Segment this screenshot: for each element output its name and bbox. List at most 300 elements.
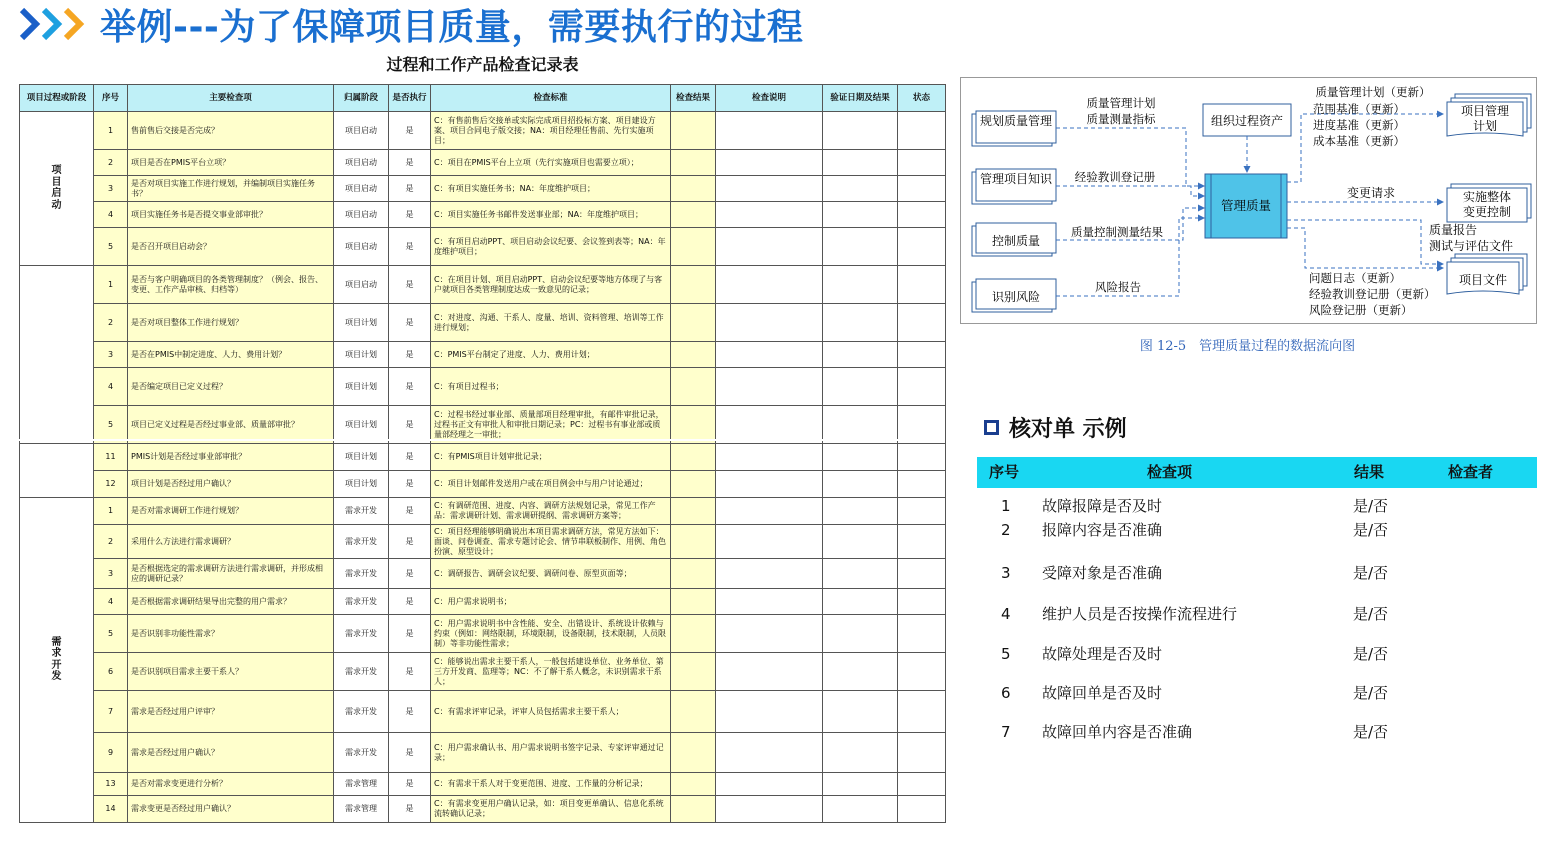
out-docs-label: 项目文件	[1458, 273, 1508, 287]
flow-label-quality-plan: 质量管理计划	[1086, 96, 1156, 110]
phase-cell: 项目计划	[334, 406, 389, 444]
status-cell	[898, 228, 946, 266]
stage-cell	[20, 112, 94, 266]
checklist-row	[977, 721, 1537, 743]
executed-cell: 是	[389, 444, 431, 471]
verify-cell	[823, 653, 898, 691]
phase-cell: 项目计划	[334, 471, 389, 498]
checklist-row	[977, 682, 1537, 704]
note-cell	[716, 176, 823, 202]
result-cell	[671, 691, 716, 733]
stage-label: 需求开发	[51, 636, 62, 682]
check-item: 是否根据需求调研结果导出完整的用户需求？	[128, 589, 334, 615]
table-row	[20, 773, 946, 796]
checklist-item: 维护人员是否按操作流程进行	[1042, 605, 1238, 623]
result-cell	[671, 176, 716, 202]
verify-cell	[823, 559, 898, 589]
criteria-cell: C：有项目启动PPT、项目启动会议纪要、会议签到表等；NA：年度维护项目；	[431, 228, 671, 266]
executed-cell: 是	[389, 202, 431, 228]
result-cell	[671, 773, 716, 796]
table-header-row	[20, 85, 946, 112]
checklist-no: 7	[1001, 723, 1011, 741]
note-cell	[716, 228, 823, 266]
flow-label-qc-measurements: 质量控制测量结果	[1071, 225, 1163, 239]
verify-cell	[823, 589, 898, 615]
verify-cell	[823, 406, 898, 444]
verify-cell	[823, 304, 898, 342]
row-number: 6	[94, 653, 128, 691]
check-item: 是否对项目实施工作进行规划，并编制项目实施任务书？	[128, 176, 334, 202]
phase-cell: 项目启动	[334, 228, 389, 266]
manage-quality-data-flow-diagram	[960, 77, 1537, 324]
phase-cell: 需求开发	[334, 559, 389, 589]
row-number: 4	[94, 368, 128, 406]
row-number: 1	[94, 112, 128, 150]
result-cell	[671, 368, 716, 406]
executed-cell: 是	[389, 304, 431, 342]
status-cell	[898, 202, 946, 228]
note-cell	[716, 525, 823, 559]
status-cell	[898, 589, 946, 615]
executed-cell: 是	[389, 796, 431, 823]
check-item: 项目已定义过程是否经过事业部、质量部审批？	[128, 406, 334, 444]
check-item: 是否与客户明确项目的各类管理制度？（例会、报告、变更、工作产品审核、归档等）	[128, 266, 334, 304]
checklist-no: 3	[1001, 564, 1011, 582]
phase-cell: 项目启动	[334, 112, 389, 150]
input-label-3: 识别风险	[991, 290, 1041, 304]
stage-label: 项目启动	[51, 165, 62, 211]
out-label-change-request: 变更请求	[1346, 186, 1396, 200]
stage-cell	[20, 498, 94, 823]
result-cell	[671, 615, 716, 653]
check-item: 项目计划是否经过用户确认？	[128, 471, 334, 498]
diagram-caption: 图 12-5 管理质量过程的数据流向图	[1139, 339, 1356, 354]
result-cell	[671, 406, 716, 444]
status-cell	[898, 368, 946, 406]
checklist-row	[977, 643, 1537, 665]
verify-cell	[823, 796, 898, 823]
verify-cell	[823, 691, 898, 733]
out-label-quality-report: 质量报告	[1428, 223, 1478, 237]
table-row	[20, 691, 946, 733]
checklist-result: 是/否	[1353, 605, 1389, 623]
check-item: 是否根据选定的需求调研方法进行需求调研，并形成相应的调研记录？	[128, 559, 334, 589]
result-cell	[671, 525, 716, 559]
note-cell	[716, 444, 823, 471]
phase-cell: 项目计划	[334, 444, 389, 471]
checklist-heading	[984, 412, 1127, 443]
table-row	[20, 733, 946, 773]
flow-label-lessons: 经验教训登记册	[1074, 170, 1156, 184]
criteria-cell: C：有项目过程书；	[431, 368, 671, 406]
criteria-cell: C：项目经理能够明确说出本项目需求调研方法，常见方法如下：面谈、问卷调查、需求专题讨论会、情节串联板制作、用例、角色扮演、原型设计；	[431, 525, 671, 559]
check-item: 项目是否在PMIS平台立项？	[128, 150, 334, 176]
table-row	[20, 266, 946, 304]
executed-cell: 是	[389, 615, 431, 653]
doc-update-risk-register: 风险登记册（更新）	[1309, 303, 1413, 317]
phase-cell: 需求管理	[334, 796, 389, 823]
out-plan-label-line1: 项目管理	[1460, 104, 1510, 118]
phase-cell: 需求开发	[334, 615, 389, 653]
criteria-cell: C：能够说出需求主要干系人，一般包括建设单位、业务单位、第三方开发商、监理等；NC：不了解干系人概念，未识别需求干系人；	[431, 653, 671, 691]
result-cell	[671, 228, 716, 266]
executed-cell: 是	[389, 559, 431, 589]
input-label-2: 控制质量	[991, 234, 1041, 248]
check-item: 是否对需求调研工作进行规划？	[128, 498, 334, 525]
table-row	[20, 471, 946, 498]
criteria-cell: C：有调研范围、进度、内容、调研方法规划记录，常见工作产品：需求调研计划、需求调研提纲、需求调研方案等；	[431, 498, 671, 525]
result-cell	[671, 796, 716, 823]
check-item: 是否对需求变更进行分析？	[128, 773, 334, 796]
status-cell	[898, 150, 946, 176]
checklist-result: 是/否	[1353, 684, 1389, 702]
input-box-control-quality	[972, 223, 1056, 256]
executed-cell: 是	[389, 342, 431, 368]
data-flow-svg	[961, 78, 1536, 323]
checklist-result: 是/否	[1353, 497, 1389, 515]
status-cell	[898, 653, 946, 691]
criteria-cell: C：有项目实施任务书；NA：年度维护项目；	[431, 176, 671, 202]
verify-cell	[823, 733, 898, 773]
org-process-assets-box	[1203, 104, 1291, 136]
table-row	[20, 653, 946, 691]
table-row	[20, 228, 946, 266]
phase-cell: 需求开发	[334, 733, 389, 773]
phase-cell: 项目计划	[334, 368, 389, 406]
status-cell	[898, 176, 946, 202]
phase-cell: 项目启动	[334, 202, 389, 228]
result-cell	[671, 304, 716, 342]
checklist-no: 5	[1001, 645, 1011, 663]
result-cell	[671, 559, 716, 589]
note-cell	[716, 796, 823, 823]
table-row	[20, 498, 946, 525]
verify-cell	[823, 150, 898, 176]
row-number: 11	[94, 444, 128, 471]
result-cell	[671, 471, 716, 498]
verify-cell	[823, 342, 898, 368]
row-number: 12	[94, 471, 128, 498]
status-cell	[898, 733, 946, 773]
stage-cell	[20, 444, 94, 498]
executed-cell: 是	[389, 773, 431, 796]
status-cell	[898, 471, 946, 498]
verify-cell	[823, 202, 898, 228]
executed-cell: 是	[389, 150, 431, 176]
table-header-cell: 归属阶段	[334, 85, 389, 112]
flow-label-quality-metrics: 质量测量指标	[1086, 112, 1156, 126]
check-item: 需求变更是否经过用户确认？	[128, 796, 334, 823]
phase-cell: 需求开发	[334, 691, 389, 733]
criteria-cell: C：PMIS平台制定了进度、人力、费用计划；	[431, 342, 671, 368]
note-cell	[716, 406, 823, 444]
verify-cell	[823, 525, 898, 559]
status-cell	[898, 498, 946, 525]
note-cell	[716, 691, 823, 733]
status-cell	[898, 773, 946, 796]
result-cell	[671, 653, 716, 691]
table-header-cell: 检查结果	[671, 85, 716, 112]
checklist-result: 是/否	[1353, 564, 1389, 582]
verify-cell	[823, 176, 898, 202]
checklist-header-no: 序号	[989, 463, 1020, 481]
executed-cell: 是	[389, 733, 431, 773]
phase-cell: 项目启动	[334, 266, 389, 304]
note-cell	[716, 498, 823, 525]
out-change-line2: 变更控制	[1462, 205, 1512, 219]
checklist-row	[977, 519, 1537, 541]
result-cell	[671, 589, 716, 615]
row-number: 2	[94, 525, 128, 559]
slide-header	[18, 2, 803, 46]
result-cell	[671, 733, 716, 773]
table-row	[20, 559, 946, 589]
status-cell	[898, 691, 946, 733]
executed-cell: 是	[389, 653, 431, 691]
checklist-row	[977, 495, 1537, 517]
checklist-item: 故障报障是否及时	[1042, 497, 1163, 515]
table-row	[20, 444, 946, 471]
row-number: 3	[94, 342, 128, 368]
doc-update-issue-log: 问题日志（更新）	[1309, 271, 1401, 285]
table-header-cell: 检查标准	[431, 85, 671, 112]
note-cell	[716, 559, 823, 589]
check-item: PMIS计划是否经过事业部审批？	[128, 444, 334, 471]
verify-cell	[823, 444, 898, 471]
input-label-1: 管理项目知识	[979, 172, 1053, 186]
project-documents-doc	[1447, 254, 1527, 294]
phase-cell: 需求开发	[334, 653, 389, 691]
checklist-header-item: 检查项	[1147, 463, 1193, 481]
executed-cell: 是	[389, 266, 431, 304]
row-number: 4	[94, 589, 128, 615]
table-row	[20, 112, 946, 150]
table-row	[20, 615, 946, 653]
criteria-cell: C：对进度、沟通、干系人、度量、培训、资料管理、培训等工作进行规划；	[431, 304, 671, 342]
status-cell	[898, 406, 946, 444]
check-item: 项目实施任务书是否提交事业部审批？	[128, 202, 334, 228]
phase-cell: 项目启动	[334, 150, 389, 176]
status-cell	[898, 525, 946, 559]
status-cell	[898, 304, 946, 342]
row-number: 7	[94, 691, 128, 733]
table-row	[20, 304, 946, 342]
checklist-heading-text: 核对单 示例	[1009, 417, 1127, 442]
out-label-schedule-baseline: 进度基准（更新）	[1313, 118, 1405, 132]
executed-cell: 是	[389, 368, 431, 406]
verify-cell	[823, 773, 898, 796]
row-number: 5	[94, 406, 128, 444]
verify-cell	[823, 368, 898, 406]
out-label-test-docs: 测试与评估文件	[1428, 239, 1514, 253]
criteria-cell: C：有售前售后交接单或实际完成项目招投标方案、项目建设方案、项目合同电子版交接；NA：项目经理任售前、先行实施项目；	[431, 112, 671, 150]
table-header-cell: 序号	[94, 85, 128, 112]
executed-cell: 是	[389, 498, 431, 525]
note-cell	[716, 773, 823, 796]
verify-cell	[823, 266, 898, 304]
input-label-0: 规划质量管理	[979, 114, 1053, 128]
integrated-change-control-box	[1447, 184, 1531, 222]
note-cell	[716, 202, 823, 228]
criteria-cell: C：用户需求确认书、用户需求说明书签字记录、专家评审通过记录；	[431, 733, 671, 773]
input-box-identify-risks	[972, 279, 1056, 312]
executed-cell: 是	[389, 112, 431, 150]
stage-cell	[20, 266, 94, 444]
row-number: 14	[94, 796, 128, 823]
note-cell	[716, 589, 823, 615]
row-number: 3	[94, 176, 128, 202]
result-cell	[671, 112, 716, 150]
criteria-cell: C：用户需求说明书；	[431, 589, 671, 615]
check-item: 是否编定项目已定义过程？	[128, 368, 334, 406]
triple-chevron-icon	[18, 4, 98, 44]
checklist-item: 故障处理是否及时	[1042, 645, 1163, 663]
inspection-record-table	[19, 84, 946, 823]
row-number: 4	[94, 202, 128, 228]
check-item: 是否对项目整体工作进行规划？	[128, 304, 334, 342]
note-cell	[716, 653, 823, 691]
phase-cell: 需求开发	[334, 525, 389, 559]
org-assets-label: 组织过程资产	[1210, 114, 1284, 128]
result-cell	[671, 444, 716, 471]
checklist-header-row	[977, 457, 1537, 488]
note-cell	[716, 471, 823, 498]
table-header-cell: 主要检查项	[128, 85, 334, 112]
check-item: 是否召开项目启动会？	[128, 228, 334, 266]
table-row	[20, 202, 946, 228]
center-process-label: 管理质量	[1220, 198, 1272, 213]
phase-cell: 项目启动	[334, 176, 389, 202]
table-row	[20, 150, 946, 176]
status-cell	[898, 444, 946, 471]
out-label-scope-baseline: 范围基准（更新）	[1313, 102, 1405, 116]
table-title: 过程和工作产品检查记录表	[386, 55, 579, 74]
table-split-gap	[19, 439, 945, 441]
result-cell	[671, 498, 716, 525]
phase-cell: 需求管理	[334, 773, 389, 796]
note-cell	[716, 733, 823, 773]
verify-cell	[823, 615, 898, 653]
checklist-no: 6	[1001, 684, 1011, 702]
flow-label-risk-report: 风险报告	[1095, 280, 1141, 294]
criteria-cell: C：有需求变更用户确认记录，如：项目变更单确认、信息化系统流转确认记录；	[431, 796, 671, 823]
checklist-item: 报障内容是否准确	[1042, 521, 1163, 539]
input-box-plan-quality	[972, 111, 1056, 146]
note-cell	[716, 342, 823, 368]
table-row	[20, 176, 946, 202]
checklist-result: 是/否	[1353, 723, 1389, 741]
checklist-item: 故障回单是否及时	[1042, 684, 1163, 702]
criteria-cell: C：项目实施任务书邮件发送事业部；NA：年度维护项目；	[431, 202, 671, 228]
check-item: 需求是否经过用户确认？	[128, 733, 334, 773]
executed-cell: 是	[389, 228, 431, 266]
criteria-cell: C：有需求干系人对于变更范围、进度、工作量的分析记录；	[431, 773, 671, 796]
phase-cell: 需求开发	[334, 498, 389, 525]
row-number: 5	[94, 615, 128, 653]
table-row	[20, 368, 946, 406]
status-cell	[898, 796, 946, 823]
checklist-item: 故障回单内容是否准确	[1042, 723, 1193, 741]
checklist-row	[977, 603, 1537, 625]
row-number: 1	[94, 266, 128, 304]
note-cell	[716, 266, 823, 304]
checklist-no: 1	[1001, 497, 1011, 515]
verify-cell	[823, 228, 898, 266]
slide-title: 举例---为了保障项目质量，需要执行的过程	[100, 6, 804, 48]
status-cell	[898, 266, 946, 304]
square-bullet-icon	[984, 420, 999, 435]
criteria-cell: C：项目计划邮件发送用户或在项目例会中与用户讨论通过；	[431, 471, 671, 498]
table-header-cell: 状态	[898, 85, 946, 112]
result-cell	[671, 266, 716, 304]
checklist-row	[977, 562, 1537, 584]
executed-cell: 是	[389, 525, 431, 559]
checklist-no: 4	[1001, 605, 1011, 623]
table-header-cell: 项目过程或阶段	[20, 85, 94, 112]
check-item: 售前售后交接是否完成？	[128, 112, 334, 150]
executed-cell: 是	[389, 471, 431, 498]
check-item: 采用什么方法进行需求调研？	[128, 525, 334, 559]
checklist-result: 是/否	[1353, 521, 1389, 539]
row-number: 9	[94, 733, 128, 773]
manage-quality-process-box	[1205, 174, 1287, 238]
criteria-cell: C：在项目计划、项目启动PPT、启动会议纪要等地方体现了与客户就项目各类管理制度达成一致意见的记录；	[431, 266, 671, 304]
row-number: 3	[94, 559, 128, 589]
check-item: 是否识别项目需求主要干系人？	[128, 653, 334, 691]
status-cell	[898, 559, 946, 589]
result-cell	[671, 342, 716, 368]
row-number: 2	[94, 304, 128, 342]
checklist-header-checker: 检查者	[1448, 463, 1494, 481]
table-header-cell: 检查说明	[716, 85, 823, 112]
project-plan-doc	[1447, 94, 1531, 136]
verify-cell	[823, 498, 898, 525]
out-change-line1: 实施整体	[1462, 190, 1512, 204]
criteria-cell: C：有PMIS项目计划审批记录；	[431, 444, 671, 471]
row-number: 1	[94, 498, 128, 525]
criteria-cell: C：过程书经过事业部、质量部项目经理审批，有邮件审批记录，过程书正文有审批人和审批日期记录；PC：过程书有事业部或质量部经理之一审批；	[431, 406, 671, 444]
check-item: 是否在PMIS中制定进度、人力、费用计划？	[128, 342, 334, 368]
check-item: 需求是否经过用户评审？	[128, 691, 334, 733]
note-cell	[716, 304, 823, 342]
phase-cell: 需求开发	[334, 589, 389, 615]
table-row	[20, 589, 946, 615]
table-header-cell: 是否执行	[389, 85, 431, 112]
row-number: 13	[94, 773, 128, 796]
result-cell	[671, 202, 716, 228]
criteria-cell: C：项目在PMIS平台上立项（先行实施项目也需要立项）；	[431, 150, 671, 176]
checklist-result: 是/否	[1353, 645, 1389, 663]
row-number: 2	[94, 150, 128, 176]
checklist-no: 2	[1001, 521, 1011, 539]
note-cell	[716, 615, 823, 653]
table-row	[20, 406, 946, 444]
note-cell	[716, 368, 823, 406]
criteria-cell: C：有需求评审记录，评审人员包括需求主要干系人；	[431, 691, 671, 733]
executed-cell: 是	[389, 176, 431, 202]
verify-cell	[823, 112, 898, 150]
out-label-quality-plan-update: 质量管理计划（更新）	[1315, 85, 1431, 99]
note-cell	[716, 150, 823, 176]
executed-cell: 是	[389, 406, 431, 444]
table-header-cell: 验证日期及结果	[823, 85, 898, 112]
status-cell	[898, 112, 946, 150]
status-cell	[898, 615, 946, 653]
table-row	[20, 342, 946, 368]
executed-cell: 是	[389, 589, 431, 615]
criteria-cell: C：调研报告、调研会议纪要、调研问卷、原型页面等；	[431, 559, 671, 589]
checklist-item: 受障对象是否准确	[1042, 564, 1163, 582]
